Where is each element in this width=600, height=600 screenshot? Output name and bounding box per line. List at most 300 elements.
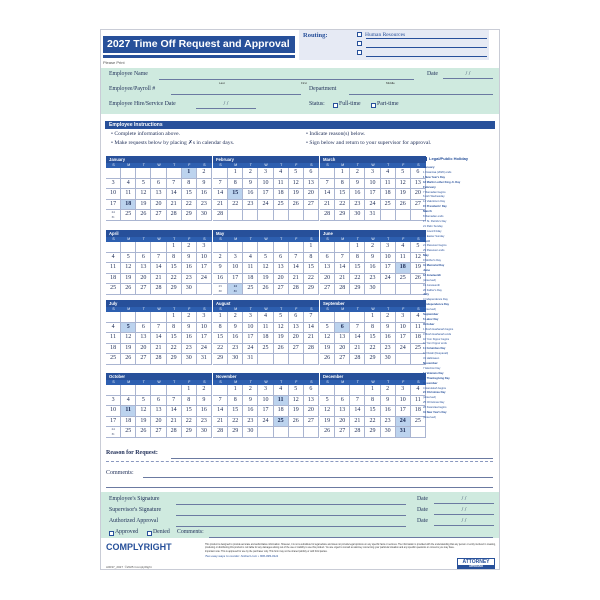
day-cell[interactable]: 31 [243,354,258,365]
day-cell[interactable]: 13 [151,406,166,417]
day-cell[interactable]: 23 30 [213,284,228,295]
day-cell[interactable]: 28 [167,210,182,221]
day-cell[interactable]: 12 [121,263,136,274]
day-cell[interactable]: 30 [381,427,396,438]
day-cell[interactable]: 18 [106,344,121,355]
day-cell[interactable]: 4 [258,312,273,323]
day-cell[interactable]: 22 [182,417,197,428]
reason-field[interactable] [171,458,493,459]
day-cell[interactable]: 13 [289,323,304,334]
day-cell[interactable]: 23 [381,417,396,428]
day-cell[interactable]: 4 [396,242,411,253]
day-cell[interactable]: 23 [243,417,258,428]
day-cell[interactable]: 5 [396,168,411,179]
day-cell[interactable]: 1 [365,312,380,323]
day-cell[interactable]: 9 [197,179,212,190]
day-cell[interactable]: 15 [350,263,365,274]
day-cell[interactable]: 10 [396,396,411,407]
day-cell[interactable]: 25 [106,284,121,295]
day-cell[interactable]: 15 [167,263,182,274]
day-cell[interactable]: 15 [365,406,380,417]
routing-checkbox[interactable] [357,50,362,55]
day-cell[interactable]: 23 [182,274,197,285]
day-cell[interactable]: 8 [304,253,319,264]
approved-checkbox[interactable] [109,531,114,536]
day-cell[interactable]: 8 [335,179,350,190]
day-cell[interactable]: 14 [335,263,350,274]
day-cell[interactable]: 14 [320,189,335,200]
authorized-approval-field[interactable] [176,526,406,527]
day-cell[interactable]: 15 [167,333,182,344]
day-cell[interactable]: 27 [335,354,350,365]
day-cell[interactable]: 23 [182,344,197,355]
day-cell[interactable]: 20 [151,200,166,211]
routing-row[interactable] [357,31,487,40]
hire-date-field[interactable]: / / [196,101,256,109]
day-cell[interactable]: 7 [167,179,182,190]
day-cell[interactable]: 27 [151,427,166,438]
day-cell[interactable]: 25 [243,284,258,295]
day-cell[interactable]: 11 [121,189,136,200]
day-cell[interactable]: 19 [121,344,136,355]
day-cell[interactable]: 13 [335,333,350,344]
day-cell[interactable]: 24 [258,417,273,428]
day-cell[interactable]: 21 [167,200,182,211]
day-cell[interactable]: 1 [228,168,243,179]
day-cell[interactable]: 3 [396,385,411,396]
day-cell[interactable]: 10 [396,323,411,334]
day-cell[interactable]: 5 [136,179,151,190]
day-cell[interactable]: 12 [289,179,304,190]
day-cell[interactable]: 5 [121,253,136,264]
day-cell[interactable]: 8 [365,323,380,334]
day-cell[interactable]: 6 [320,253,335,264]
day-cell[interactable]: 20 [335,344,350,355]
day-cell[interactable]: 13 [136,263,151,274]
date-field[interactable]: / / [434,507,494,515]
day-cell[interactable]: 22 [350,274,365,285]
day-cell[interactable]: 24 31 [106,427,121,438]
day-cell[interactable]: 19 [136,200,151,211]
day-cell[interactable]: 16 [350,189,365,200]
day-cell[interactable]: 12 [411,253,426,264]
day-cell[interactable]: 20 [151,417,166,428]
day-cell[interactable]: 14 [213,406,228,417]
day-cell[interactable]: 30 [350,210,365,221]
day-cell[interactable]: 26 [411,274,426,285]
day-cell[interactable]: 2 [197,385,212,396]
day-cell[interactable]: 16 [197,406,212,417]
day-cell[interactable]: 16 [381,333,396,344]
day-cell[interactable]: 3 [243,312,258,323]
day-cell[interactable]: 29 [365,427,380,438]
day-cell[interactable]: 21 [320,200,335,211]
day-cell[interactable]: 2 [197,168,212,179]
day-cell[interactable]: 25 [106,354,121,365]
day-cell[interactable]: 6 [136,253,151,264]
supervisor-signature-field[interactable] [176,515,406,516]
day-cell[interactable]: 18 [274,189,289,200]
day-cell[interactable]: 19 [411,263,426,274]
day-cell[interactable]: 5 [320,323,335,334]
denied-checkbox[interactable] [147,531,152,536]
day-cell[interactable]: 29 [213,354,228,365]
day-cell[interactable]: 3 [197,312,212,323]
day-cell[interactable]: 4 [381,168,396,179]
day-cell[interactable]: 13 [304,179,319,190]
day-cell[interactable]: 21 [335,274,350,285]
day-cell[interactable]: 29 [182,427,197,438]
day-cell[interactable]: 18 [243,274,258,285]
day-cell[interactable]: 26 [258,284,273,295]
day-cell[interactable]: 11 [258,323,273,334]
day-cell[interactable]: 8 [365,396,380,407]
day-cell[interactable]: 16 [365,263,380,274]
day-cell[interactable]: 21 [289,274,304,285]
day-cell[interactable]: 18 [274,406,289,417]
day-cell[interactable]: 30 [197,210,212,221]
day-cell[interactable]: 5 [411,242,426,253]
day-cell[interactable]: 1 [167,242,182,253]
day-cell[interactable]: 3 [228,253,243,264]
day-cell[interactable]: 22 [167,274,182,285]
day-cell[interactable]: 14 [213,189,228,200]
day-cell[interactable]: 11 [381,179,396,190]
day-cell[interactable]: 9 [182,323,197,334]
day-cell[interactable]: 27 [151,210,166,221]
day-cell[interactable]: 3 [106,396,121,407]
day-cell[interactable]: 21 [151,344,166,355]
day-cell[interactable]: 14 [304,323,319,334]
day-cell[interactable]: 10 [197,323,212,334]
day-cell[interactable]: 13 [274,263,289,274]
day-cell[interactable]: 24 [197,274,212,285]
day-cell[interactable]: 25 [396,274,411,285]
day-cell[interactable]: 2 [381,312,396,323]
day-cell[interactable]: 9 [213,263,228,274]
day-cell[interactable]: 16 [228,333,243,344]
day-cell[interactable]: 12 [396,179,411,190]
day-cell[interactable]: 29 [228,427,243,438]
day-cell[interactable]: 28 [335,284,350,295]
day-cell[interactable]: 6 [304,168,319,179]
day-cell[interactable]: 21 [350,344,365,355]
day-cell[interactable]: 5 [289,385,304,396]
day-cell[interactable]: 15 [335,189,350,200]
day-cell[interactable]: 20 [274,274,289,285]
day-cell[interactable]: 7 [213,396,228,407]
day-cell[interactable]: 23 [197,200,212,211]
day-cell[interactable]: 30 [182,284,197,295]
day-cell[interactable]: 7 [213,179,228,190]
day-cell[interactable]: 20 [411,189,426,200]
day-cell[interactable]: 7 [167,396,182,407]
day-cell[interactable]: 27 [136,284,151,295]
day-cell[interactable]: 13 [136,333,151,344]
day-cell[interactable]: 12 [289,396,304,407]
day-cell[interactable]: 18 [121,417,136,428]
day-cell[interactable]: 18 [106,274,121,285]
routing-checkbox[interactable] [357,41,362,46]
day-cell[interactable]: 6 [151,179,166,190]
day-cell[interactable]: 1 [213,312,228,323]
day-cell[interactable]: 4 [106,323,121,334]
day-cell[interactable]: 16 [381,406,396,417]
day-cell[interactable]: 9 [381,323,396,334]
day-cell[interactable]: 28 [350,427,365,438]
day-cell[interactable]: 16 [182,263,197,274]
day-cell[interactable]: 30 [381,354,396,365]
routing-row[interactable] [357,40,487,49]
day-cell[interactable]: 3 [258,168,273,179]
day-cell[interactable]: 17 [106,200,121,211]
day-cell[interactable]: 11 [411,396,426,407]
day-cell[interactable]: 8 [213,323,228,334]
day-cell[interactable]: 19 [289,406,304,417]
day-cell[interactable]: 5 [289,168,304,179]
day-cell[interactable]: 24 [243,344,258,355]
day-cell[interactable]: 25 [121,210,136,221]
day-cell[interactable]: 12 [136,406,151,417]
fulltime-checkbox[interactable] [333,103,338,108]
day-cell[interactable]: 23 [381,344,396,355]
day-cell[interactable]: 27 [136,354,151,365]
day-cell[interactable]: 30 [365,284,380,295]
day-cell[interactable]: 14 [350,406,365,417]
day-cell[interactable]: 9 [182,253,197,264]
day-cell[interactable]: 25 [258,344,273,355]
day-cell[interactable]: 8 [182,179,197,190]
day-cell[interactable]: 26 [121,284,136,295]
day-cell[interactable]: 8 [182,396,197,407]
day-cell[interactable]: 28 [151,354,166,365]
day-cell[interactable]: 1 [182,168,197,179]
day-cell[interactable]: 11 [106,263,121,274]
day-cell[interactable]: 28 [304,344,319,355]
day-cell[interactable]: 19 [320,417,335,428]
day-cell[interactable]: 24 [365,200,380,211]
day-cell[interactable]: 15 [228,189,243,200]
day-cell[interactable]: 2 [243,385,258,396]
day-cell[interactable]: 13 [411,179,426,190]
day-cell[interactable]: 23 [243,200,258,211]
day-cell[interactable]: 19 [121,274,136,285]
day-cell[interactable]: 28 [213,427,228,438]
day-cell[interactable]: 5 [121,323,136,334]
day-cell[interactable]: 27 [411,200,426,211]
day-cell[interactable]: 26 [274,344,289,355]
day-cell[interactable]: 19 [274,333,289,344]
day-cell[interactable]: 20 [136,344,151,355]
day-cell[interactable]: 2 [182,242,197,253]
day-cell[interactable]: 15 [182,189,197,200]
day-cell[interactable]: 6 [274,253,289,264]
day-cell[interactable]: 14 [167,189,182,200]
day-cell[interactable]: 13 [151,189,166,200]
day-cell[interactable]: 1 [335,168,350,179]
day-cell[interactable]: 22 [213,344,228,355]
day-cell[interactable]: 26 [320,354,335,365]
day-cell[interactable]: 23 [228,344,243,355]
day-cell[interactable]: 28 [320,210,335,221]
day-cell[interactable]: 21 [304,333,319,344]
day-cell[interactable]: 4 [121,179,136,190]
day-cell[interactable]: 27 [335,427,350,438]
approval-comments-field[interactable] [209,537,493,538]
day-cell[interactable]: 21 [350,417,365,428]
day-cell[interactable]: 16 [182,333,197,344]
day-cell[interactable]: 28 [167,427,182,438]
day-cell[interactable]: 25 [381,200,396,211]
day-cell[interactable]: 7 [304,312,319,323]
day-cell[interactable]: 24 [258,200,273,211]
day-cell[interactable]: 7 [151,253,166,264]
routing-checkbox[interactable] [357,32,362,37]
day-cell[interactable]: 30 [243,427,258,438]
day-cell[interactable]: 10 [258,179,273,190]
day-cell[interactable]: 7 [350,323,365,334]
date-field[interactable]: / / [434,518,494,526]
day-cell[interactable]: 9 [381,396,396,407]
day-cell[interactable]: 20 [136,274,151,285]
day-cell[interactable]: 4 [106,253,121,264]
comments-field-2[interactable] [106,487,493,488]
day-cell[interactable]: 1 [350,242,365,253]
day-cell[interactable]: 21 [167,417,182,428]
day-cell[interactable]: 19 [258,274,273,285]
day-cell[interactable]: 13 [335,406,350,417]
comments-field[interactable] [143,477,493,478]
day-cell[interactable]: 28 [350,354,365,365]
day-cell[interactable]: 27 [304,200,319,211]
day-cell[interactable]: 29 [335,210,350,221]
day-cell[interactable]: 17 [197,333,212,344]
day-cell[interactable]: 22 [228,417,243,428]
day-cell[interactable]: 26 [136,427,151,438]
day-cell[interactable]: 10 [228,263,243,274]
day-cell[interactable]: 27 [304,417,319,428]
day-cell[interactable]: 1 [304,242,319,253]
day-cell[interactable]: 17 [197,263,212,274]
day-cell[interactable]: 25 [411,417,426,428]
day-cell[interactable]: 26 [396,200,411,211]
day-cell[interactable]: 3 [197,242,212,253]
day-cell[interactable]: 10 [365,179,380,190]
day-cell[interactable]: 2 [381,385,396,396]
day-cell[interactable]: 4 [121,396,136,407]
day-cell[interactable]: 12 [320,406,335,417]
day-cell[interactable]: 12 [136,189,151,200]
day-cell[interactable]: 3 [381,242,396,253]
day-cell[interactable]: 20 [320,274,335,285]
day-cell[interactable]: 6 [411,168,426,179]
day-cell[interactable]: 4 [274,385,289,396]
day-cell[interactable]: 29 [365,354,380,365]
day-cell[interactable]: 6 [335,323,350,334]
day-cell[interactable]: 12 [320,333,335,344]
day-cell[interactable]: 26 [289,200,304,211]
day-cell[interactable]: 31 [197,354,212,365]
day-cell[interactable]: 9 [365,253,380,264]
parttime-checkbox[interactable] [371,103,376,108]
day-cell[interactable]: 26 [289,417,304,428]
day-cell[interactable]: 6 [151,396,166,407]
day-cell[interactable]: 15 [228,406,243,417]
day-cell[interactable]: 22 [335,200,350,211]
day-cell[interactable]: 24 31 [106,210,121,221]
day-cell[interactable]: 17 [106,417,121,428]
day-cell[interactable]: 31 [365,210,380,221]
day-cell[interactable]: 8 [228,396,243,407]
day-cell[interactable]: 6 [289,312,304,323]
day-cell[interactable]: 7 [289,253,304,264]
day-cell[interactable]: 5 [258,253,273,264]
day-cell[interactable]: 22 [167,344,182,355]
day-cell[interactable]: 2 [213,253,228,264]
day-cell[interactable]: 21 [213,200,228,211]
day-cell[interactable]: 11 [274,179,289,190]
day-cell[interactable]: 16 [243,406,258,417]
day-cell[interactable]: 29 [167,284,182,295]
day-cell[interactable]: 27 [289,344,304,355]
day-cell[interactable]: 4 [243,253,258,264]
day-cell[interactable]: 29 [350,284,365,295]
day-cell[interactable]: 14 [350,333,365,344]
day-cell[interactable]: 23 [350,200,365,211]
day-cell[interactable]: 4 [411,385,426,396]
day-cell[interactable]: 18 [258,333,273,344]
day-cell[interactable]: 20 [289,333,304,344]
day-cell[interactable]: 14 [289,263,304,274]
day-cell[interactable]: 2 [365,242,380,253]
day-cell[interactable]: 22 [365,417,380,428]
day-cell[interactable]: 5 [320,396,335,407]
day-cell[interactable]: 24 [396,417,411,428]
day-cell[interactable]: 29 [167,354,182,365]
day-cell[interactable]: 18 [411,333,426,344]
day-cell[interactable]: 10 [243,323,258,334]
day-cell[interactable]: 28 [151,284,166,295]
day-cell[interactable]: 11 [243,263,258,274]
day-cell[interactable]: 9 [350,179,365,190]
day-cell[interactable]: 7 [335,253,350,264]
date-field[interactable]: / / [443,71,493,79]
legal-checkbox[interactable] [423,157,427,161]
day-cell[interactable]: 23 [197,417,212,428]
day-cell[interactable]: 8 [350,253,365,264]
day-cell[interactable]: 17 [396,406,411,417]
day-cell[interactable]: 3 [365,168,380,179]
day-cell[interactable]: 30 [182,354,197,365]
day-cell[interactable]: 13 [320,263,335,274]
department-field[interactable] [349,94,493,95]
day-cell[interactable]: 12 [274,323,289,334]
day-cell[interactable]: 18 [121,200,136,211]
day-cell[interactable]: 9 [243,396,258,407]
day-cell[interactable]: 16 [213,274,228,285]
day-cell[interactable]: 17 [258,189,273,200]
day-cell[interactable]: 1 [365,385,380,396]
day-cell[interactable]: 8 [167,323,182,334]
day-cell[interactable]: 11 [106,333,121,344]
day-cell[interactable]: 22 [365,344,380,355]
day-cell[interactable]: 9 [243,179,258,190]
day-cell[interactable]: 25 [274,417,289,428]
day-cell[interactable]: 18 [381,189,396,200]
day-cell[interactable]: 19 [289,189,304,200]
day-cell[interactable]: 10 [106,189,121,200]
day-cell[interactable]: 17 [396,333,411,344]
